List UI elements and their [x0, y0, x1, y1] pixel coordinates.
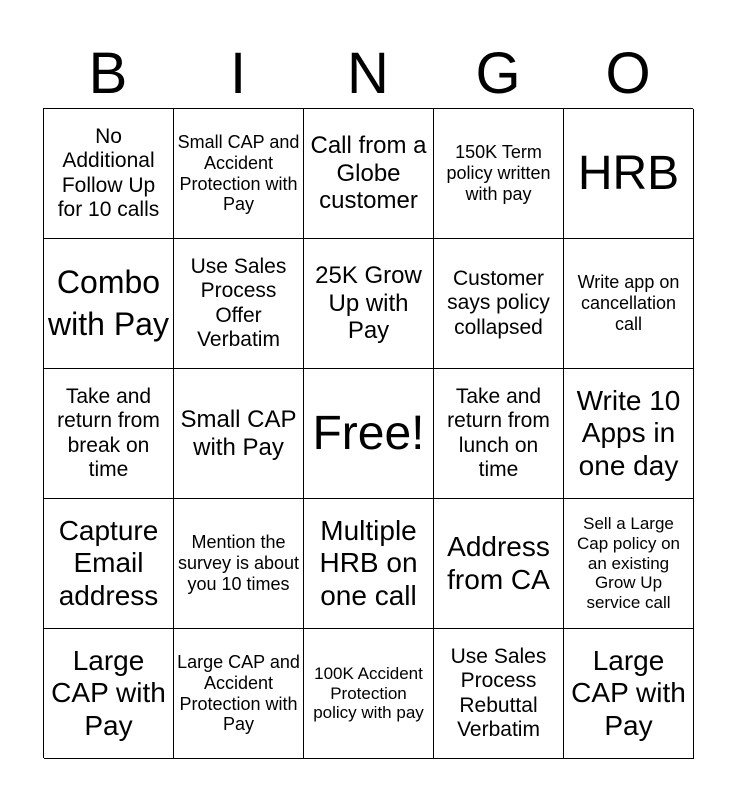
bingo-cell[interactable]: Customer says policy collapsed — [434, 239, 564, 369]
free-space-cell[interactable]: Free! — [304, 369, 434, 499]
bingo-cell[interactable]: No Additional Follow Up for 10 calls — [44, 109, 174, 239]
bingo-cell[interactable]: Sell a Large Cap policy on an existing Grow Up service call — [564, 499, 694, 629]
bingo-cell[interactable]: HRB — [564, 109, 694, 239]
bingo-header — [43, 40, 693, 108]
header-letter-b: B — [88, 41, 128, 106]
bingo-cell[interactable]: Use Sales Process Offer Verbatim — [174, 239, 304, 369]
bingo-cell[interactable]: Call from a Globe customer — [304, 109, 434, 239]
bingo-cell[interactable]: 150K Term policy written with pay — [434, 109, 564, 239]
bingo-cell[interactable]: Large CAP with Pay — [44, 629, 174, 759]
bingo-cell[interactable]: Capture Email address — [44, 499, 174, 629]
bingo-cell[interactable]: Address from CA — [434, 499, 564, 629]
header-letter-i: I — [229, 41, 247, 106]
bingo-cell[interactable]: Write app on cancellation call — [564, 239, 694, 369]
bingo-cell[interactable]: Mention the survey is about you 10 times — [174, 499, 304, 629]
bingo-cell[interactable]: Small CAP and Accident Protection with Pay — [174, 109, 304, 239]
bingo-cell[interactable]: Take and return from lunch on time — [434, 369, 564, 499]
bingo-card-grid — [43, 108, 693, 758]
bingo-cell[interactable]: Write 10 Apps in one day — [564, 369, 694, 499]
header-letter-g: G — [475, 41, 521, 106]
bingo-cell[interactable]: Combo with Pay — [44, 239, 174, 369]
bingo-cell[interactable]: 25K Grow Up with Pay — [304, 239, 434, 369]
bingo-cell[interactable]: Take and return from break on time — [44, 369, 174, 499]
bingo-cell[interactable]: Small CAP with Pay — [174, 369, 304, 499]
bingo-cell[interactable]: Large CAP with Pay — [564, 629, 694, 759]
header-letter-n: N — [347, 41, 389, 106]
bingo-cell[interactable]: 100K Accident Protection policy with pay — [304, 629, 434, 759]
bingo-cell[interactable]: Use Sales Process Rebuttal Verbatim — [434, 629, 564, 759]
bingo-cell[interactable]: Large CAP and Accident Protection with Pay — [174, 629, 304, 759]
header-letter-o: O — [605, 41, 651, 106]
bingo-cell[interactable]: Multiple HRB on one call — [304, 499, 434, 629]
